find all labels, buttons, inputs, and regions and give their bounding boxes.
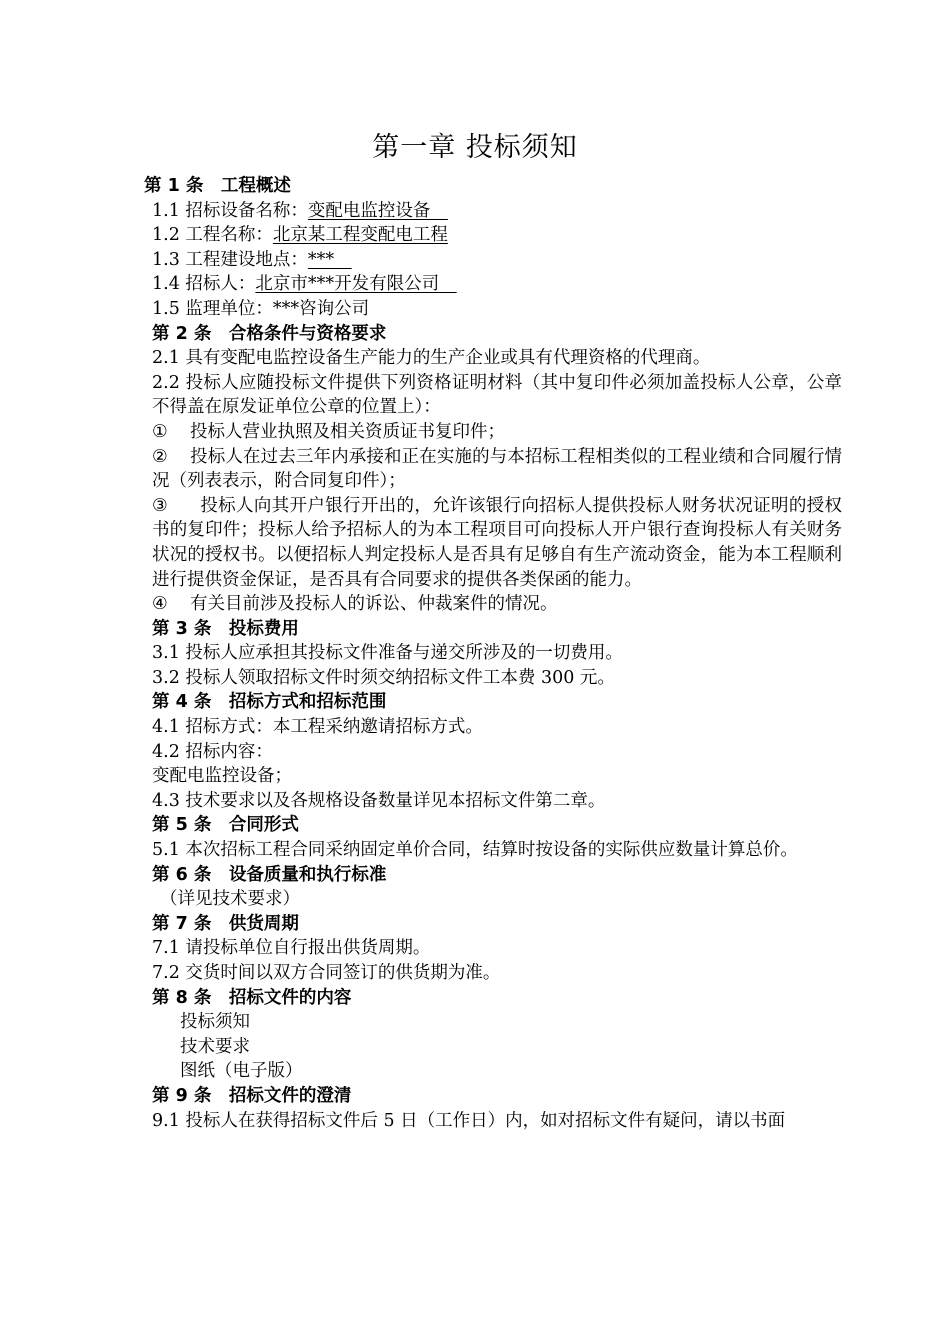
article-8-item: 技术要求 — [180, 1036, 250, 1057]
article-9-heading: 第 9 条 招标文件的澄清 — [152, 1085, 352, 1106]
article-1-1-label: 1.1 招标设备名称： — [152, 200, 308, 221]
item-1-marker: ① — [152, 421, 168, 442]
article-1-2-label: 1.2 工程名称： — [152, 225, 273, 246]
article-4-3: 4.3 技术要求以及各规格设备数量详见本招标文件第二章。 — [152, 790, 606, 811]
article-9-1: 9.1 投标人在获得招标文件后 5 日（工作日）内，如对招标文件有疑问，请以书面 — [152, 1110, 786, 1131]
document-body — [144, 174, 842, 1133]
article-1-2 — [152, 223, 842, 248]
article-1-3-label: 1.3 工程建设地点： — [152, 249, 308, 270]
article-7-heading: 第 7 条 供货周期 — [152, 913, 299, 934]
article-7-2: 7.2 交货时间以双方合同签订的供货期为准。 — [152, 963, 501, 983]
article-7-1: 7.1 请投标单位自行报出供货周期。 — [152, 938, 431, 959]
article-1-4-value: 北京市***开发有限公司 — [255, 274, 457, 295]
article-5-1: 5.1 本次招标工程合同采纳固定单价合同，结算时按设备的实际供应数量计算总价。 — [152, 840, 798, 861]
article-6-heading: 第 6 条 设备质量和执行标准 — [152, 864, 387, 885]
article-4-2: 4.2 招标内容： — [152, 741, 273, 762]
article-1-3 — [152, 248, 842, 273]
item-2-text: 投标人在过去三年内承接和正在实施的与本招标工程相类似的工程业绩和合同履行情况（列表表示，附合同复印件）； — [152, 446, 842, 492]
article-2-heading: 第 2 条 合格条件与资格要求 — [152, 323, 387, 344]
article-4-2-content: 变配电监控设备； — [152, 766, 292, 787]
article-2-item-2 — [152, 445, 842, 494]
article-2-2: 2.2 投标人应随投标文件提供下列资格证明材料（其中复印件必须加盖投标人公章，公章不得盖在原发证单位公章的位置上）： — [152, 372, 842, 418]
article-1-5: 1.5 监理单位：***咨询公司 — [152, 298, 370, 319]
article-3-1: 3.1 投标人应承担其投标文件准备与递交所涉及的一切费用。 — [152, 643, 623, 664]
article-4-heading: 第 4 条 招标方式和招标范围 — [152, 692, 387, 713]
article-4-1: 4.1 招标方式：本工程采纳邀请招标方式。 — [152, 717, 483, 738]
article-8-heading: 第 8 条 招标文件的内容 — [152, 987, 352, 1008]
article-2-item-4 — [152, 592, 842, 617]
article-5-heading: 第 5 条 合同形式 — [152, 815, 299, 836]
chapter-title: 第一章 投标须知 — [372, 132, 578, 163]
article-3-2: 3.2 投标人领取招标文件时须交纳招标文件工本费 300 元。 — [152, 667, 615, 688]
item-3-marker: ③ — [152, 495, 168, 516]
article-1-1-value: 变配电监控设备 — [307, 200, 448, 221]
article-1-3-value: *** — [307, 249, 352, 270]
item-3-text: 投标人向其开户银行开出的，允许该银行向招标人提供投标人财务状况证明的授权书的复印件；投标人给予招标人的为本工程项目可向投标人开户银行查询投标人有关财务状况的授权书。以便招标人判定投标人是否具有足够自有生产流动资金，能为本工程顺利进行提供资金保证，是否具有合同要求的提供各类保函的能力。 — [152, 495, 842, 590]
article-1-2-value: 北京某工程变配电工程 — [272, 225, 448, 246]
article-1-heading: 第 1 条 工程概述 — [144, 176, 291, 196]
article-2-item-3 — [152, 494, 842, 592]
item-4-marker: ④ — [152, 594, 168, 615]
article-1-4-label: 1.4 招标人： — [152, 274, 256, 295]
article-1-1 — [152, 199, 842, 224]
item-4-text: 有关目前涉及投标人的诉讼、仲裁案件的情况。 — [190, 594, 558, 615]
article-2-1: 2.1 具有变配电监控设备生产能力的生产企业或具有代理资格的代理商。 — [152, 348, 711, 369]
article-6-note: （详见技术要求） — [160, 889, 300, 910]
article-1-4 — [152, 272, 842, 297]
article-2-item-1 — [152, 420, 842, 445]
article-8-item: 投标须知 — [180, 1012, 250, 1033]
article-3-heading: 第 3 条 投标费用 — [152, 618, 299, 639]
article-8-item: 图纸（电子版） — [180, 1061, 303, 1082]
item-1-text: 投标人营业执照及相关资质证书复印件； — [190, 421, 505, 442]
item-2-marker: ② — [152, 446, 168, 467]
